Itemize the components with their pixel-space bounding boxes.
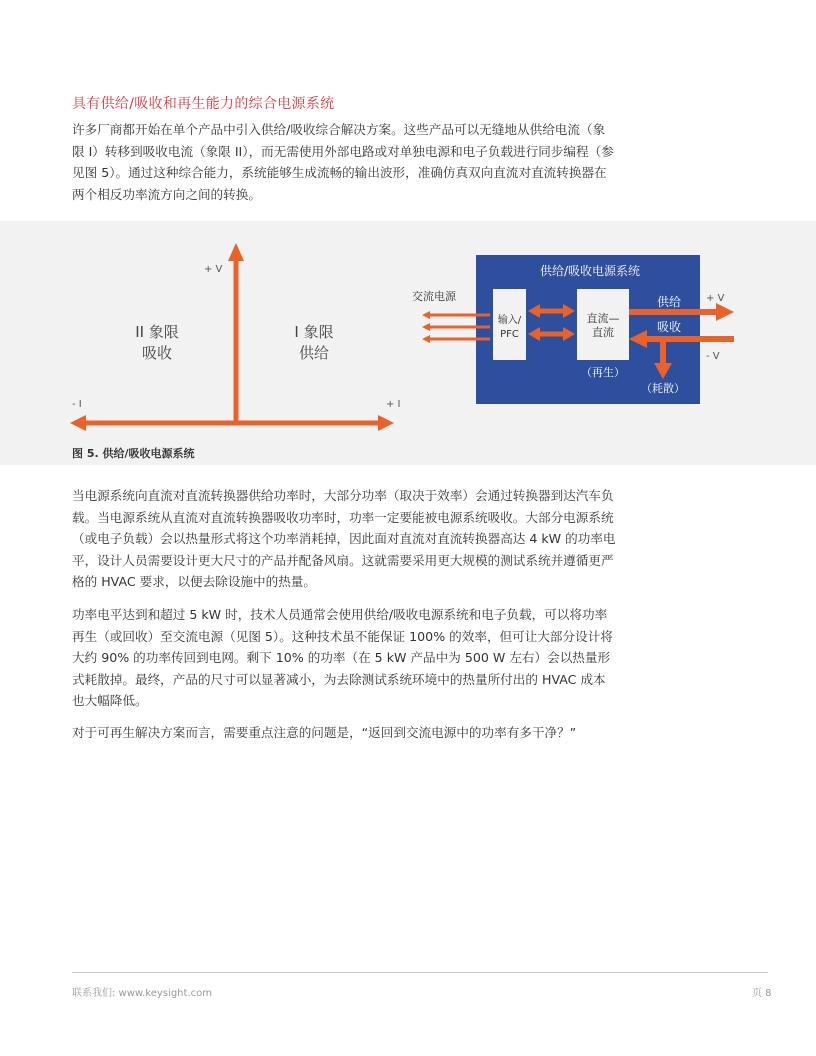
- ac-source-label: 交流电源: [412, 290, 456, 303]
- quadrant-1-line1: I 象限: [294, 323, 334, 341]
- absorb-label: 吸收: [656, 320, 682, 334]
- quadrant-1-line2: 供给: [298, 344, 330, 362]
- input-pfc-line1: 输入/: [497, 315, 522, 326]
- paragraph-power-supply: 当电源系统向直流对直流转换器供给功率时，大部分功率（取决于效率）会通过转换器到达汽车负载。当电源系统从直流对直流转换器吸收功率时，功率一定要能被电源系统吸收。大部分电源系统（或电子负载）会以热量形式将这个功率消耗掉，因此面对直流对直流转换器高达 4 kW 的功率电平，设计人员需要设计更大尺寸的产品并配备风扇。这就需要采用更大规模的测试系统并遵循更严格的 HVAC 要求，以便去除设施中的热量。: [72, 488, 616, 589]
- figure-5-diagram: [0, 221, 816, 441]
- paragraph-regeneration: 功率电平达到和超过 5 kW 时，技术人员通常会使用供给/吸收电源系统和电子负载，可以将功率再生（或回收）至交流电源（见图 5）。这种技术虽不能保证 100% 的效率，但可让大部分设计将大约 90% 的功率传回到电网。剩下 10% 的功率（在 5 kW 产品中为 500 W 左右）会以热量形式耗散掉。最终，产品的尺寸可以显著减小，为去除测试系统环境中的热量所付出的 HVAC 成本也大幅降低。: [72, 607, 613, 708]
- regen-label: （再生）: [581, 366, 625, 379]
- dissipate-label: （耗散）: [641, 382, 685, 395]
- output-minus-v: - V: [706, 351, 720, 362]
- supply-label: 供给: [656, 295, 682, 309]
- plus-i-label: + I: [386, 399, 401, 410]
- input-pfc-line2: PFC: [500, 329, 519, 340]
- minus-i-label: - I: [72, 399, 82, 410]
- system-title: 供给/吸收电源系统: [539, 264, 641, 278]
- footer-page-number: 页 8: [752, 988, 772, 999]
- vertical-axis-arrowhead: [228, 243, 244, 261]
- plus-v-label: + V: [204, 264, 223, 275]
- paragraph-question: 对于可再生解决方案而言，需要重点注意的问题是，“返回到交流电源中的功率有多干净？”: [72, 725, 577, 740]
- dcdc-line2: 直流: [592, 326, 614, 339]
- figure-band: [0, 221, 816, 465]
- output-plus-v: + V: [706, 293, 725, 304]
- dcdc-line1: 直流—: [586, 312, 620, 325]
- section-heading: 具有供给/吸收和再生能力的综合电源系统: [72, 96, 335, 112]
- quadrant-graph: [70, 243, 401, 431]
- supply-arrow-head: [716, 303, 734, 321]
- ac-arrow-1-head: [422, 311, 430, 319]
- system-block-diagram: [412, 255, 734, 404]
- paragraph-intro: 许多厂商都开始在单个产品中引入供给/吸收综合解决方案。这些产品可以无缝地从供给电流（象限 I）转移到吸收电流（象限 II），而无需使用外部电路或对单独电源和电子负载进行同步编程（参见图 5）。通过这种综合能力，系统能够生成流畅的输出波形，准确仿真双向直流对直流转换器在两个相反功率流方向之间的转换。: [72, 122, 614, 202]
- figure-caption: 图 5. 供给/吸收电源系统: [72, 447, 195, 460]
- footer-contact: 联系我们: www.keysight.com: [72, 988, 212, 999]
- footer-divider: [72, 972, 768, 973]
- ac-arrow-3-head: [422, 335, 430, 343]
- quadrant-2-line2: 吸收: [141, 344, 173, 362]
- quadrant-2-line1: II 象限: [135, 323, 179, 341]
- ac-arrow-2-head: [422, 323, 430, 331]
- horizontal-axis-right-arrowhead: [378, 415, 394, 431]
- horizontal-axis-left-arrowhead: [70, 415, 86, 431]
